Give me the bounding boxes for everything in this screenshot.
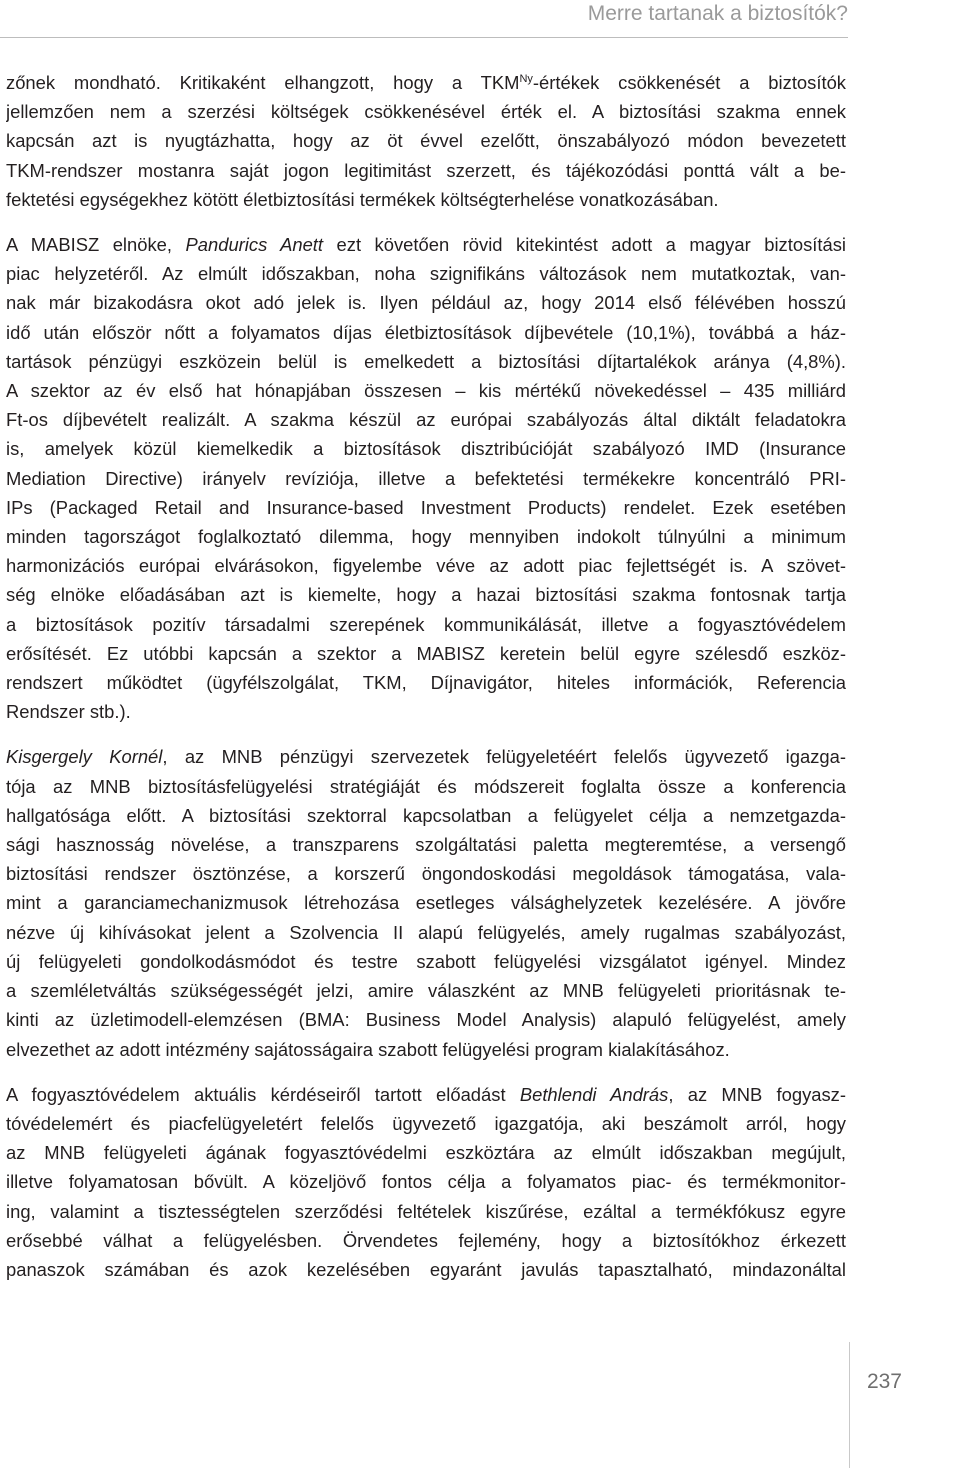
text-line: jellemzően nem a szerzési költségek csökkenésével érték el. A biztosítási szakma ennek — [6, 101, 846, 123]
text-line: nak már bizakodásra okot adó jelek is. Ilyen például az, hogy 2014 első félévében hosszú — [6, 292, 846, 314]
text-line: biztosítási rendszer ösztönzése, a korszerű öngondoskodási megoldások támogatása, vala- — [6, 863, 846, 885]
running-header: Merre tartanak a biztosítók? — [587, 2, 848, 25]
text-line: új felügyeleti gondolkodásmódot és testre szabott felügyelési vizsgálatot igényel. Mindez — [6, 950, 846, 972]
text-line: a biztosítások pozitív társadalmi szerepének kommunikálását, illetve a fogyasztóvédelem — [6, 613, 846, 635]
text-line: tartások pénzügyi eszközein belül is emelkedett a biztosítási díjtartalékok aránya (4,8%). — [6, 350, 846, 372]
person-name: Pandurics Anett — [185, 234, 324, 256]
text-line: hallgatósága előtt. A biztosítási szektorral kapcsolatban a felügyelet célja a nemzetgazda- — [6, 804, 846, 826]
text-line: is, amelyek közül kiemelkedik a biztosítások disztribúcióját szabályozó IMD (Insurance — [6, 438, 846, 460]
text-line: illetve folyamatosan bővült. A közeljövő fontos célja a folyamatos piac- és termékmonitor- — [6, 1171, 846, 1193]
text-line: Rendszer stb.). — [6, 701, 131, 723]
text-line: ing, valamint a tisztességtelen szerződési feltételek kiszűrése, ezáltal a termékfókusz egyre — [6, 1200, 846, 1222]
text-line: fektetési egységekhez kötött életbiztosítási termékek költségterhelése vonatkozásában. — [6, 188, 719, 210]
paragraph-2 — [6, 230, 846, 726]
text-line: Ft-os díjbevételt realizált. A szakma készül az európai szabályozás által diktált feladatokra — [6, 409, 846, 431]
text-line: IPs (Packaged Retail and Insurance-based Investment Products) rendelet. Ezek esetében — [6, 496, 846, 518]
text-line: sági hasznosság növelése, a transzparens szolgáltatási paletta megteremtése, a versengő — [6, 834, 846, 856]
text-line: a szemléletváltás szükségességét jelzi, amire válaszként az MNB felügyeleti prioritásnak te- — [6, 980, 846, 1002]
text-line: kapcsán azt is nyugtázhatta, hogy az öt évvel ezelőtt, önszabályozó módon bevezetett — [6, 130, 846, 152]
paragraph-3 — [6, 742, 846, 1063]
text-line: Kisgergely Kornél, az MNB pénzügyi szervezetek felügyeletéért felelős ügyvezető igazga- — [6, 746, 846, 768]
text-line: elvezethet az adott intézmény sajátosságaira szabott felügyelési program kialakításához. — [6, 1038, 730, 1060]
text-line: harmonizációs európai elvárásokon, figyelembe véve az adott piac fejlettségét is. A szövet- — [6, 555, 846, 577]
text-line: panaszok számában és azok kezelésében egyaránt javulás tapasztalható, mindazonáltal — [6, 1258, 846, 1280]
paragraph-4 — [6, 1080, 846, 1284]
text-line: piac helyzetéről. Az elmúlt időszakban, noha szignifikáns változások nem mutatkoztak, van- — [6, 263, 846, 285]
text-line: ség elnöke előadásában azt is kiemelte, hogy a hazai biztosítási szakma fontosnak tartja — [6, 584, 846, 606]
text-line: rendszert működtet (ügyfélszolgálat, TKM, Díjnavigátor, hiteles információk, Referencia — [6, 672, 846, 694]
page-number-rule — [849, 1342, 850, 1468]
text-line: TKM-rendszer mostanra saját jogon legitimitást szerzett, és tájékozódási ponttá vált a be- — [6, 159, 846, 181]
text-line: A MABISZ elnöke, Pandurics Anett ezt követően rövid kitekintést adott a magyar biztosítási — [6, 234, 846, 256]
text-line: A fogyasztóvédelem aktuális kérdéseiről tartott előadást Bethlendi András, az MNB fogyasz- — [6, 1083, 846, 1105]
superscript-ny: Ny — [519, 73, 533, 85]
person-name: Bethlendi András — [519, 1083, 669, 1105]
article-body — [6, 68, 846, 1300]
paragraph-1 — [6, 68, 846, 214]
header-rule — [0, 37, 848, 38]
text-line: Mediation Directive) irányelv revíziója, illetve a befektetési termékekre koncentráló PRI- — [6, 467, 846, 489]
text-line: erősítését. Ez utóbbi kapcsán a szektor a MABISZ keretein belül egyre szélesdő eszköz- — [6, 642, 846, 664]
text-line: mint a garanciamechanizmusok létrehozása esetleges válsághelyzetek kezelésére. A jövőre — [6, 892, 846, 914]
page-number: 237 — [866, 1370, 902, 1393]
text-line: minden tagországot foglalkoztató dilemma, hogy mennyiben indokolt túlnyúlni a minimum — [6, 526, 846, 548]
text-line: idő után először nőtt a folyamatos díjas életbiztosítások díjbevétele (10,1%), továbbá a ház- — [6, 321, 846, 343]
text-line: kinti az üzletimodell-elemzésen (BMA: Business Model Analysis) alapuló felügyelést, amely — [6, 1009, 846, 1031]
text-line: az MNB felügyeleti ágának fogyasztóvédelmi eszköztára az elmúlt időszakban megújult, — [6, 1142, 846, 1164]
text-line: A szektor az év első hat hónapjában összesen – kis mértékű növekedéssel – 435 milliárd — [6, 380, 846, 402]
text-line: erősebbé válhat a felügyelésben. Örvendetes fejlemény, hogy a biztosítókhoz érkezett — [6, 1229, 846, 1251]
person-name: Kisgergely Kornél — [6, 746, 163, 768]
text-line: nézve új kihívásokat jelent a Szolvencia II alapú felügyelés, amely rugalmas szabályozást, — [6, 921, 846, 943]
text-line: zőnek mondható. Kritikaként elhangzott, hogy a $TKM^{Ny}$-értékek csökkenését a biztosítók — [6, 72, 846, 93]
text-line: tóvédelemért és piacfelügyeletért felelős ügyvezető igazgatója, aki beszámolt arról, hogy — [6, 1112, 846, 1134]
text-line: tója az MNB biztosításfelügyelési stratégiáját és módszereit foglalta össze a konferencia — [6, 775, 846, 797]
